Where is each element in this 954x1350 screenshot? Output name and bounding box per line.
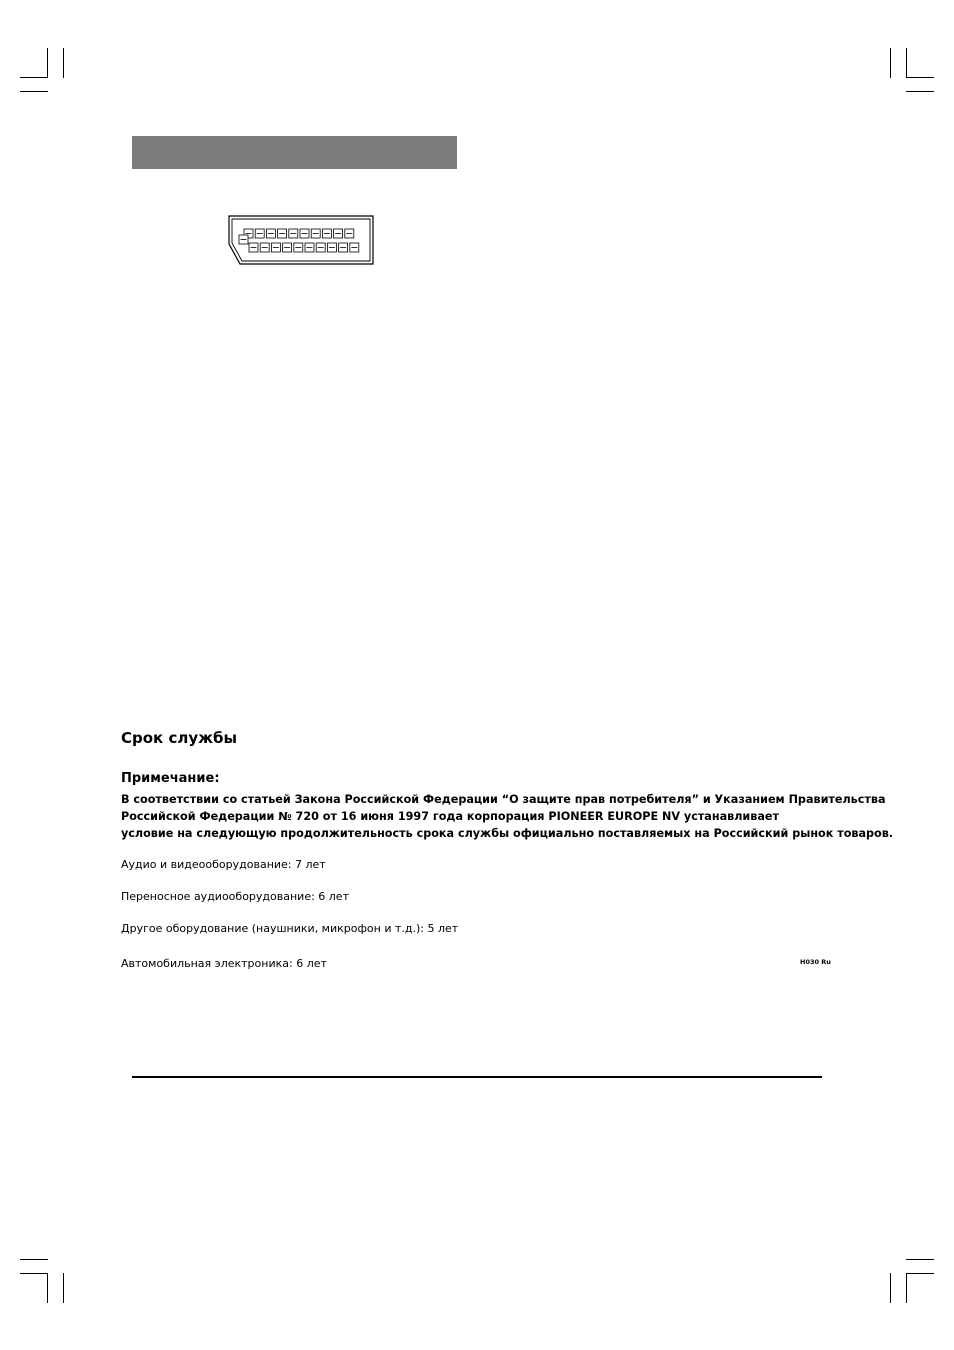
crop-mark [63, 1273, 64, 1303]
bottom-rule [132, 1076, 822, 1078]
note-line: В соответствии со статьей Закона Российской Федерации “О защите прав потребителя” и Указанием Правительства [121, 793, 886, 806]
crop-mark [890, 48, 891, 78]
crop-mark [906, 1273, 907, 1303]
crop-mark [906, 48, 907, 78]
document-code: H030 Ru [800, 958, 831, 966]
service-life-item: Переносное аудиооборудование: 6 лет [121, 890, 349, 903]
crop-mark [906, 1259, 934, 1260]
scart-connector-icon [226, 214, 376, 266]
crop-mark [906, 77, 934, 78]
note-heading: Примечание: [121, 771, 220, 786]
service-life-item: Другое оборудование (наушники, микрофон и т.д.): 5 лет [121, 922, 459, 935]
service-life-item: Аудио и видеооборудование: 7 лет [121, 858, 326, 871]
crop-mark [20, 1273, 48, 1274]
note-body [121, 791, 894, 842]
section-title: Срок службы [121, 729, 238, 747]
crop-mark [906, 91, 934, 92]
note-line: Российской Федерации № 720 от 16 июня 1997 года корпорация PIONEER EUROPE NV устанавливает [121, 810, 779, 823]
crop-mark [890, 1273, 891, 1303]
crop-mark [20, 1259, 48, 1260]
crop-mark [47, 1273, 48, 1303]
note-line: условие на следующую продолжительность срока службы официально поставляемых на Российский рынок товаров. [121, 827, 894, 840]
service-life-item: Автомобильная электроника: 6 лет [121, 957, 327, 970]
crop-mark [20, 91, 48, 92]
crop-mark [63, 48, 64, 78]
crop-mark [906, 1273, 934, 1274]
crop-mark [47, 48, 48, 78]
header-bar [132, 136, 457, 169]
crop-mark [20, 77, 48, 78]
